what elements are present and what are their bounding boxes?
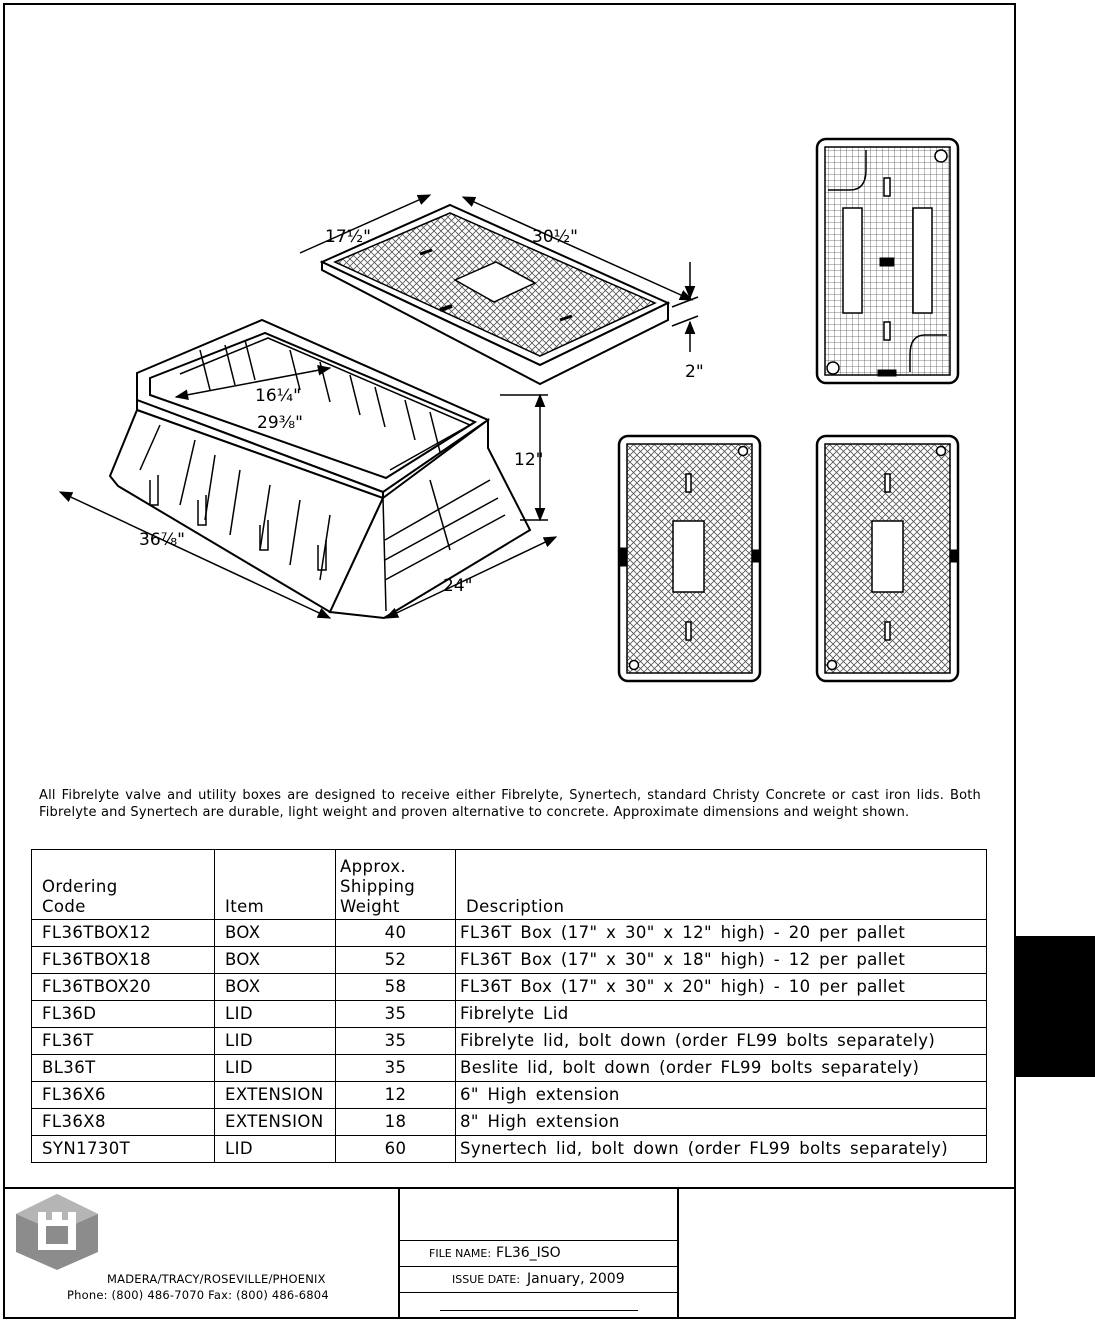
cell-description: FL36T Box (17" x 30" x 20" high) - 10 per pallet [456, 974, 987, 1001]
cell-item: EXTENSION [215, 1082, 336, 1109]
intro-paragraph: All Fibrelyte valve and utility boxes are designed to receive either Fibrelyte, Synertech, standard Christy Concrete or cast iron lids. Both Fibrelyte and Synertech are durable, light weight and proven alternative to concrete. Approximate dimensions and weight shown. [39, 788, 981, 820]
cell-code: FL36TBOX18 [32, 947, 215, 974]
dim-lid-thickness: 2" [685, 362, 704, 382]
cell-description: 8" High extension [456, 1109, 987, 1136]
header-ordering-code: Ordering Code [32, 850, 215, 920]
dim-inner-width: 16¼" [255, 386, 301, 406]
table-header-row [32, 850, 987, 920]
issue-date-value: January, 2009 [527, 1271, 625, 1287]
top-view-lid-hatch-2 [817, 436, 958, 681]
cell-code: FL36T [32, 1028, 215, 1055]
cell-item: LID [215, 1028, 336, 1055]
company-logo [12, 1192, 102, 1272]
cell-weight: 58 [336, 974, 456, 1001]
cell-item: LID [215, 1136, 336, 1163]
cell-weight: 40 [336, 920, 456, 947]
cell-code: FL36X8 [32, 1109, 215, 1136]
cell-code: BL36T [32, 1055, 215, 1082]
table-row [32, 1109, 987, 1136]
cell-item: LID [215, 1001, 336, 1028]
cell-description: Fibrelyte lid, bolt down (order FL99 bolts separately) [456, 1028, 987, 1055]
table-row [32, 1082, 987, 1109]
cell-weight: 35 [336, 1028, 456, 1055]
table-row [32, 920, 987, 947]
table-row [32, 1136, 987, 1163]
cell-weight: 12 [336, 1082, 456, 1109]
dim-box-height: 12" [514, 450, 544, 470]
cell-code: FL36D [32, 1001, 215, 1028]
cell-code: SYN1730T [32, 1136, 215, 1163]
cell-description: FL36T Box (17" x 30" x 12" high) - 20 per pallet [456, 920, 987, 947]
cell-item: BOX [215, 947, 336, 974]
dim-lid-width: 17½" [325, 227, 371, 247]
cell-code: FL36TBOX20 [32, 974, 215, 1001]
table-row [32, 947, 987, 974]
header-description: Description [456, 850, 987, 920]
table-row [32, 974, 987, 1001]
company-locations: MADERA/TRACY/ROSEVILLE/PHOENIX [107, 1272, 326, 1286]
cell-weight: 18 [336, 1109, 456, 1136]
title-block-row-line-1 [398, 1240, 678, 1241]
title-block-divider-2 [677, 1187, 679, 1319]
cell-description: 6" High extension [456, 1082, 987, 1109]
issue-date-label: ISSUE DATE: [452, 1273, 521, 1286]
dim-box-length: 36⅞" [139, 530, 185, 550]
top-view-lid-grid [817, 139, 958, 383]
table-row [32, 1055, 987, 1082]
cell-item: LID [215, 1055, 336, 1082]
top-view-lid-hatch-1 [619, 436, 760, 681]
cell-item: BOX [215, 974, 336, 1001]
table-row [32, 1001, 987, 1028]
dim-inner-length: 29⅜" [257, 413, 303, 433]
header-weight: Approx. Shipping Weight [336, 850, 456, 920]
cell-description: Fibrelyte Lid [456, 1001, 987, 1028]
signature-line [440, 1310, 638, 1311]
cell-weight: 52 [336, 947, 456, 974]
cell-code: FL36X6 [32, 1082, 215, 1109]
title-block-top-border [3, 1187, 1016, 1189]
cell-description: FL36T Box (17" x 30" x 18" high) - 12 per pallet [456, 947, 987, 974]
dim-lid-length: 30½" [532, 227, 578, 247]
title-block-divider-1 [398, 1187, 400, 1319]
cell-item: EXTENSION [215, 1109, 336, 1136]
iso-box [110, 320, 530, 618]
ordering-table [31, 849, 987, 1163]
header-item: Item [215, 850, 336, 920]
cell-weight: 35 [336, 1055, 456, 1082]
iso-lid [322, 205, 668, 384]
file-name-value: FL36_ISO [496, 1245, 561, 1261]
table-row [32, 1028, 987, 1055]
cell-item: BOX [215, 920, 336, 947]
dim-box-width: 24" [443, 576, 473, 596]
file-name-label: FILE NAME: [429, 1247, 492, 1260]
cell-description: Synertech lid, bolt down (order FL99 bolts separately) [456, 1136, 987, 1163]
title-block-row-line-2 [398, 1266, 678, 1267]
title-block-row-line-3 [398, 1292, 678, 1293]
section-tab [1016, 936, 1095, 1077]
company-contact: Phone: (800) 486-7070 Fax: (800) 486-6804 [67, 1288, 329, 1302]
cell-code: FL36TBOX12 [32, 920, 215, 947]
cell-weight: 60 [336, 1136, 456, 1163]
cell-description: Beslite lid, bolt down (order FL99 bolts separately) [456, 1055, 987, 1082]
cell-weight: 35 [336, 1001, 456, 1028]
